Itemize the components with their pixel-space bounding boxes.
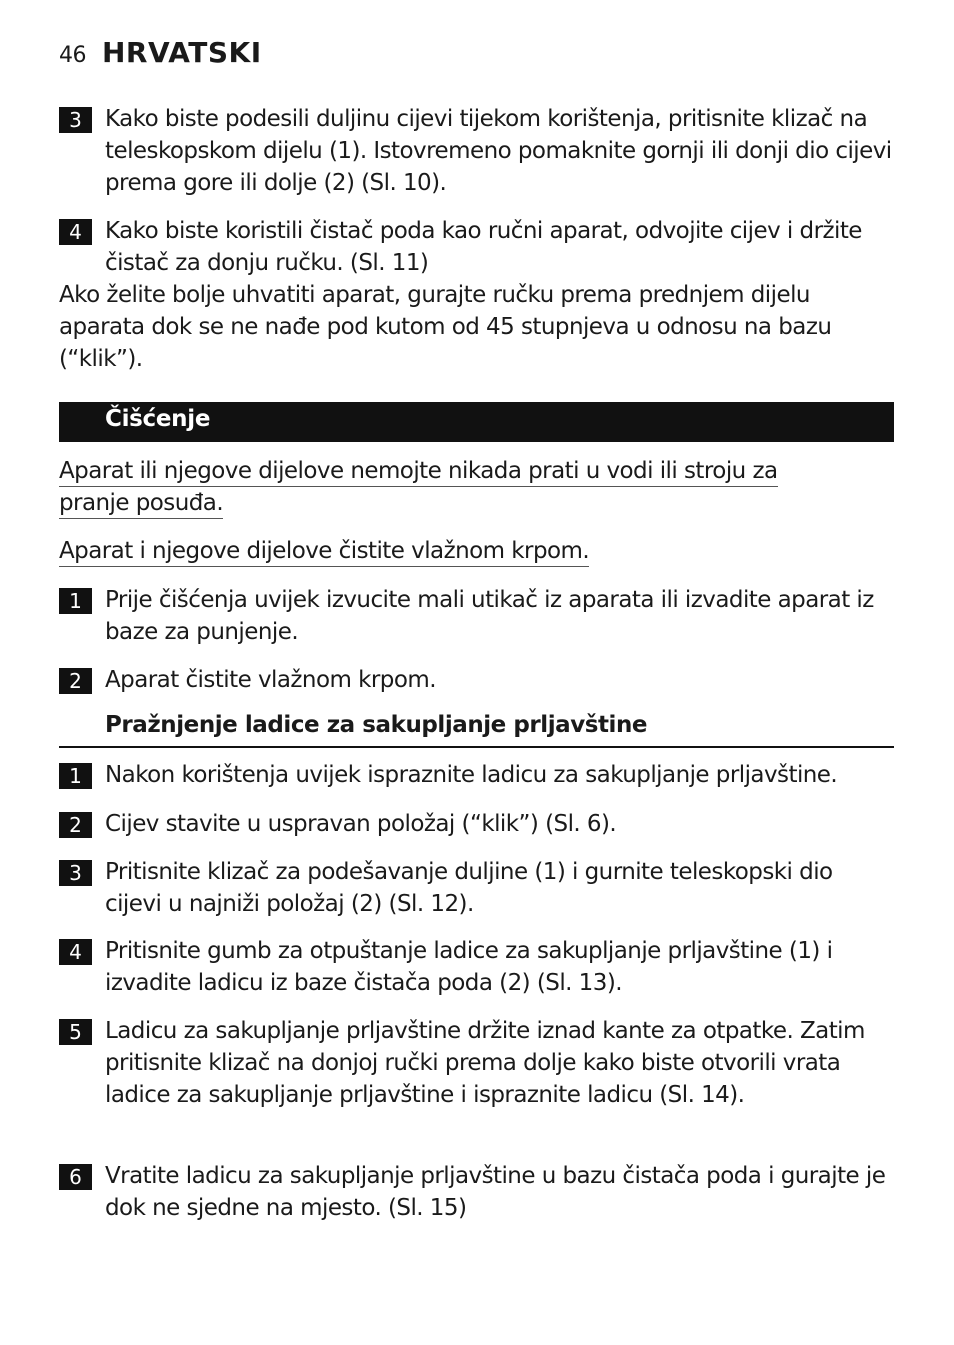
step-text: Pritisnite klizač za podešavanje duljine (1) i gurnite teleskopski dio cijevi u najniži položaj (2) (Sl. 12).: [105, 859, 833, 917]
step-text: Aparat čistite vlažnom krpom.: [105, 667, 436, 693]
step-number-badge: 3: [59, 107, 92, 133]
emptying-step-2: [59, 808, 894, 840]
section-title: Čišćenje: [105, 406, 211, 432]
step-number-badge: 3: [59, 860, 92, 886]
subsection-title: Pražnjenje ladice za sakupljanje prljavštine: [105, 712, 648, 738]
step-number-badge: 2: [59, 812, 92, 838]
step-text: Kako biste koristili čistač poda kao ručni aparat, odvojite cijev i držite čistač za donju ručku. (Sl. 11): [105, 218, 862, 276]
step-text: Pritisnite gumb za otpuštanje ladice za sakupljanje prljavštine (1) i izvadite ladicu iz baze čistača poda (2) (Sl. 13).: [105, 938, 833, 996]
emptying-step-6: [59, 1160, 894, 1224]
step-number-badge: 1: [59, 588, 92, 614]
cleaning-step-1: [59, 584, 894, 648]
cleaning-step-2: [59, 664, 894, 696]
step-number-badge: 6: [59, 1164, 92, 1190]
step-text: Kako biste podesili duljinu cijevi tijekom korištenja, pritisnite klizač na teleskopskom dijelu (1). Istovremeno pomaknite gornji ili donji dio cijevi prema gore ili dolje (2) (Sl. 10).: [105, 106, 892, 196]
section-heading-cleaning: [59, 402, 894, 442]
intro-step-4: [59, 215, 894, 279]
emptying-step-1: [59, 759, 894, 791]
instruction-text: Aparat i njegove dijelove čistite vlažnom krpom.: [59, 538, 589, 567]
step-text: Ladicu za sakupljanje prljavštine držite iznad kante za otpatke. Zatim pritisnite klizač na donjoj ručki prema dolje kako biste otvorili vrata ladice za sakupljanje prljavštine i ispraznite ladicu (Sl. 14).: [105, 1018, 865, 1108]
page-number: 46: [59, 43, 86, 68]
cleaning-warning: [59, 455, 849, 519]
emptying-step-3: [59, 856, 894, 920]
emptying-step-5: [59, 1015, 894, 1111]
step-number-badge: 1: [59, 763, 92, 789]
cleaning-instruction: [59, 535, 894, 567]
step-number-badge: 4: [59, 939, 92, 965]
intro-step-3: [59, 103, 894, 199]
step-text: Nakon korištenja uvijek ispraznite ladicu za sakupljanje prljavštine.: [105, 762, 838, 788]
emptying-step-4: [59, 935, 894, 999]
subsection-heading-emptying: [59, 712, 894, 748]
step-text: Prije čišćenja uvijek izvucite mali utikač iz aparata ili izvadite aparat iz baze za punjenje.: [105, 587, 874, 645]
step-number-badge: 5: [59, 1019, 92, 1045]
step-number-badge: 2: [59, 668, 92, 694]
intro-note: Ako želite bolje uhvatiti aparat, gurajte ručku prema prednjem dijelu aparata dok se ne nađe pod kutom od 45 stupnjeva u odnosu na bazu (“klik”).: [59, 282, 832, 372]
step-text: Cijev stavite u uspravan položaj (“klik”) (Sl. 6).: [105, 811, 617, 837]
page-header: [59, 36, 262, 72]
warning-text: Aparat ili njegove dijelove nemojte nikada prati u vodi ili stroju za pranje posuđa.: [59, 458, 778, 519]
language-title: HRVATSKI: [102, 36, 262, 69]
step-text: Vratite ladicu za sakupljanje prljavštine u bazu čistača poda i gurajte je dok ne sjedne na mjesto. (Sl. 15): [105, 1163, 886, 1221]
step-number-badge: 4: [59, 219, 92, 245]
